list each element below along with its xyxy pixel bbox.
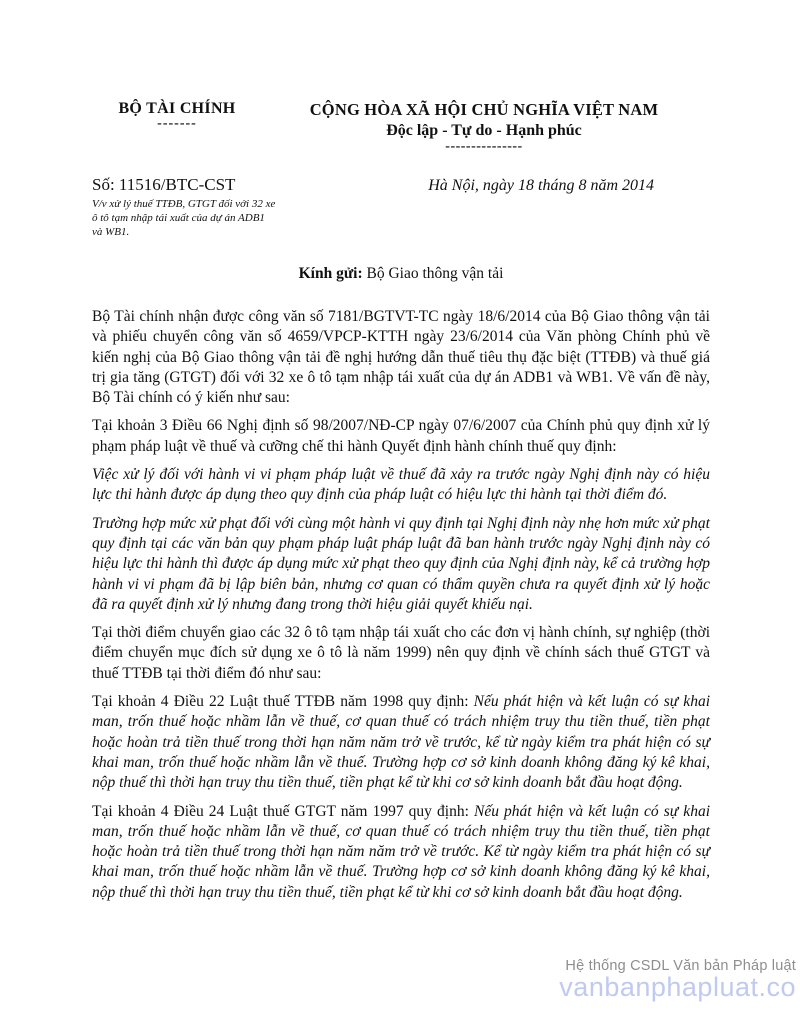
paragraph-gtgt-law: [92, 802, 710, 903]
org-divider: -------: [157, 116, 197, 131]
document-content: [92, 100, 710, 911]
recipient-label: Kính gửi:: [298, 265, 363, 282]
national-header-block: [298, 100, 670, 153]
paragraph-quote: Nếu phát hiện và kết luận có sự khai man, trốn thuế hoặc nhầm lẫn về thuế, cơ quan thuế có trách nhiệm truy thu tiền thuế, tiền phạt hoặc hoàn trả tiền thuế trong thời hạn năm năm trở về trước, kể từ ngày kiểm tra phát hiện có sự khai man, trốn thuế hoặc nhầm lẫn về thuế. Trường hợp cơ sở kinh doanh không đăng ký kê khai, nộp thuế thì thời hạn truy thu tiền thuế, tiền phạt kể từ khi cơ sở kinh doanh bắt đầu hoạt động.: [92, 693, 710, 792]
paragraph-lead: Tại khoản 4 Điều 22 Luật thuế TTĐB năm 1998 quy định:: [92, 693, 474, 711]
issuing-org-name: BỘ TÀI CHÍNH: [118, 100, 236, 117]
document-header: [92, 100, 710, 153]
subject-line: và WB1.: [92, 226, 130, 238]
place-and-date: Hà Nội, ngày 18 tháng 8 năm 2014: [428, 177, 654, 194]
subject-note: [92, 197, 302, 239]
paragraph-ttdb-law: [92, 692, 710, 793]
paragraph-intro: Bộ Tài chính nhận được công văn số 7181/BGTVT-TC ngày 18/6/2014 của Bộ Giao thông vận tải và phiếu chuyển công văn số 4659/VPCP-KTTH ngày 23/6/2014 của Văn phòng Chính phủ về kiến nghị của Bộ Giao thông vận tải đề nghị hướng dẫn thuế tiêu thụ đặc biệt (TTĐB) và thuế giá trị gia tăng (GTGT) đối với 32 xe ô tô tạm nhập tái xuất của dự án ADB1 và WB1. Về vấn đề này, Bộ Tài chính có ý kiến như sau:: [92, 308, 710, 407]
watermark-source-text: Hệ thống CSDL Văn bản Pháp luật: [565, 958, 796, 974]
watermark-site-name: vanbanphapluat.co: [559, 972, 796, 1002]
paragraph-decree-98: Tại khoản 3 Điều 66 Nghị định số 98/2007/NĐ-CP ngày 07/6/2007 của Chính phủ quy định xử lý phạm pháp luật về thuế và cưỡng chế thi hành Quyết định hành chính thuế quy định:: [92, 417, 710, 455]
subject-line: ô tô tạm nhập tái xuất của dự án ADB1: [92, 212, 265, 224]
doc-number-block: [92, 175, 302, 239]
recipient-name: Bộ Giao thông vận tải: [366, 265, 504, 282]
subject-line: V/v xử lý thuế TTĐB, GTGT đối với 32 xe: [92, 198, 276, 210]
paragraph-quote-1: Việc xử lý đối với hành vi vi phạm pháp luật về thuế đã xảy ra trước ngày Nghị định này có hiệu lực thi hành được áp dụng theo quy định của pháp luật có hiệu lực thi hành tại thời điểm đó.: [92, 466, 710, 504]
recipient-line: [92, 265, 710, 283]
national-motto: Độc lập - Tự do - Hạnh phúc: [386, 122, 582, 139]
issuing-org-block: [64, 100, 290, 130]
paragraph-handover: Tại thời điểm chuyển giao các 32 ô tô tạm nhập tái xuất cho các đơn vị hành chính, sự nghiệp (thời điểm chuyển mục đích sử dụng xe ô tô là năm 1999) nên quy định về chính sách thuế GTGT và thuế TTĐB tại thời điểm đó như sau:: [92, 624, 710, 682]
paragraph-quote-2: Trường hợp mức xử phạt đối với cùng một hành vi quy định tại Nghị định này nhẹ hơn mức xử phạt quy định tại các văn bản quy phạm pháp luật pháp luật đã ban hành trước ngày Nghị định này có hiệu lực thi hành thì được áp dụng mức xử phạt theo quy định của Nghị định này, kể cả trường hợp hành vi vi phạm đã bị lập biên bản, nhưng cơ quan có thẩm quyền chưa ra quyết định xử lý hoặc đã ra quyết định xử lý nhưng đang trong thời hiệu giải quyết khiếu nại.: [92, 514, 710, 613]
document-body: [92, 307, 710, 903]
doc-meta-row: [92, 175, 710, 239]
doc-number: Số: 11516/BTC-CST: [92, 175, 236, 194]
paragraph-quote: Nếu phát hiện và kết luận có sự khai man, trốn thuế hoặc nhầm lẫn về thuế, cơ quan thuế có trách nhiệm truy thu tiền thuế, tiền phạt hoặc hoàn trả tiền thuế trong thời hạn năm năm trở về trước. Kể từ ngày kiểm tra phát hiện có sự khai man, trốn thuế hoặc nhầm lẫn về thuế. Trường hợp cơ sở kinh doanh không đăng ký kê khai, nộp thuế thì thời hạn truy thu tiền thuế, tiền phạt kể từ khi cơ sở kinh doanh bắt đầu hoạt động.: [92, 802, 710, 901]
national-title: CỘNG HÒA XÃ HỘI CHỦ NGHĨA VIỆT NAM: [309, 100, 659, 119]
motto-divider: ---------------: [445, 139, 523, 154]
watermark: [559, 958, 796, 1003]
paragraph-lead: Tại khoản 4 Điều 24 Luật thuế GTGT năm 1997 quy định:: [92, 802, 474, 820]
